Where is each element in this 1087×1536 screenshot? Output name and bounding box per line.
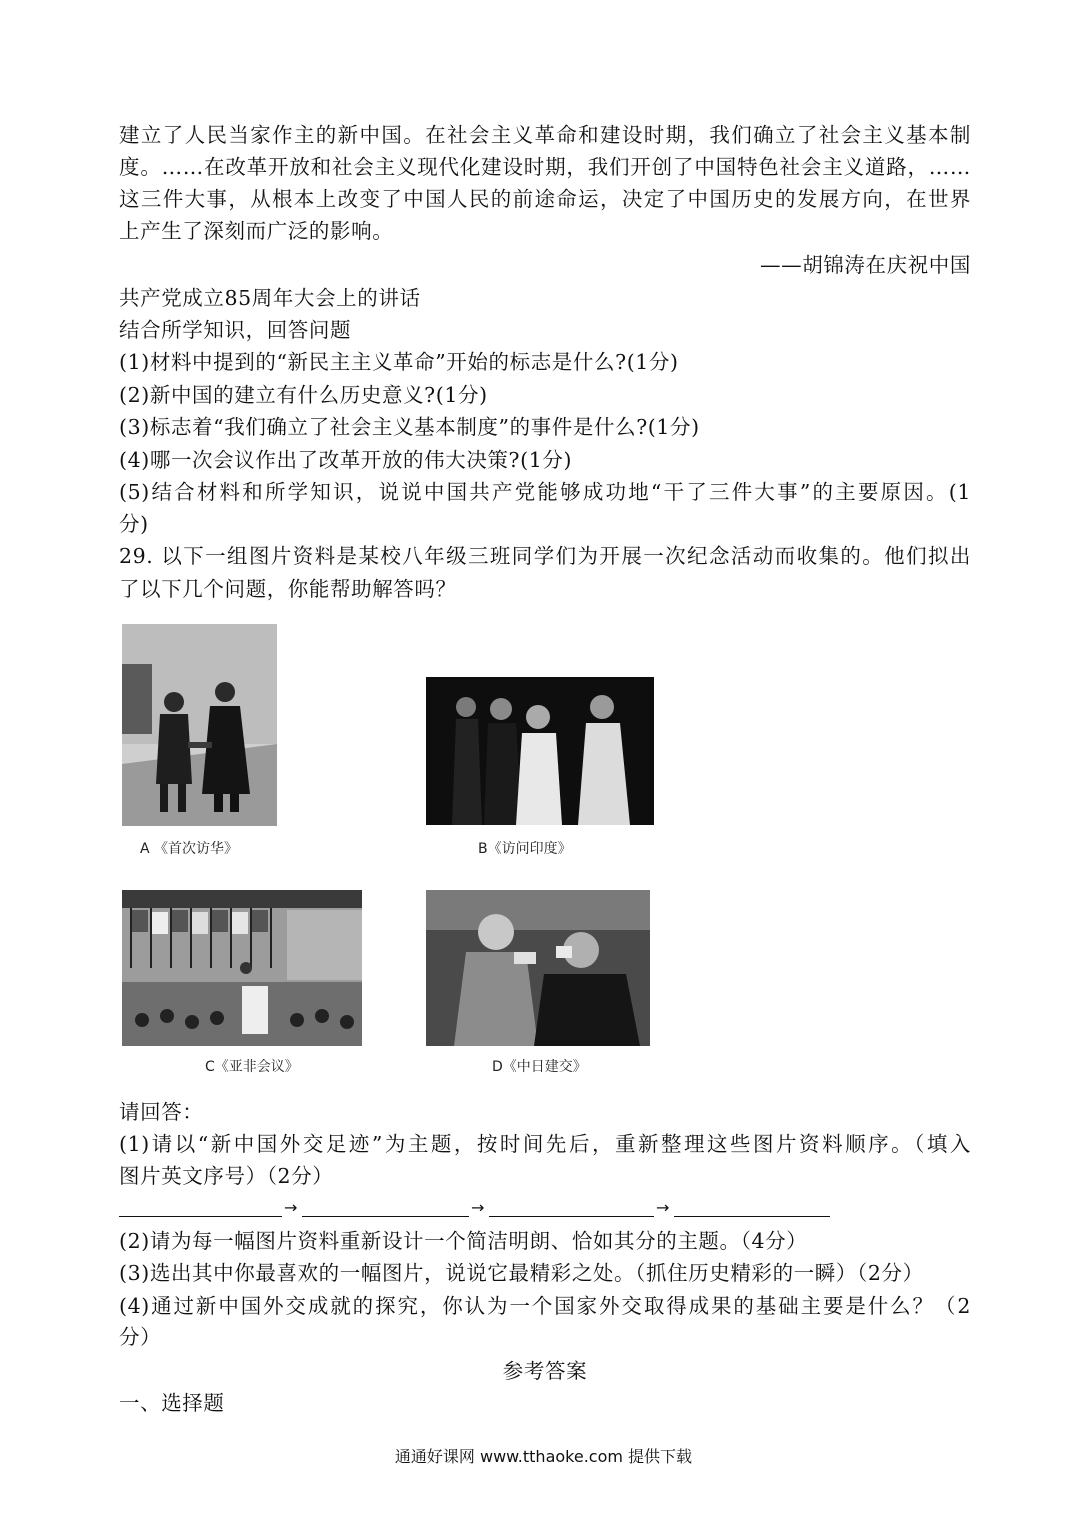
- arrow-icon: →: [284, 1198, 298, 1217]
- answer-blank-2[interactable]: [302, 1216, 469, 1217]
- q28-item-4: (4)哪一次会议作出了改革开放的伟大决策?(1分): [119, 448, 573, 472]
- q29-stem: 29. 以下一组图片资料是某校八年级三班同学们为开展一次纪念活动而收集的。他们拟出: [119, 544, 971, 568]
- q29-item-4: (4)通过新中国外交成就的探究，你认为一个国家外交取得成果的基础主要是什么？（2: [119, 1294, 971, 1318]
- q28-instruction: 结合所学知识，回答问题: [119, 318, 352, 342]
- q28-item-5: (5)结合材料和所学知识，说说中国共产党能够成功地“干了三件大事”的主要原因。(1: [119, 480, 971, 504]
- q28-item-3: (3)标志着“我们确立了社会主义基本制度”的事件是什么?(1分): [119, 415, 700, 439]
- photo-d: [426, 890, 650, 1046]
- arrow-icon: →: [471, 1198, 485, 1217]
- material-line-4: 上产生了深刻而广泛的影响。: [119, 219, 394, 243]
- q29-item-3: (3)选出其中你最喜欢的一幅图片，说说它最精彩之处。（抓住历史精彩的一瞬）（2分）: [119, 1261, 924, 1285]
- answers-heading: 参考答案: [502, 1359, 588, 1383]
- material-line-3: 这三件大事，从根本上改变了中国人民的前途命运，决定了中国历史的发展方向，在世界: [119, 187, 971, 211]
- material-source: ——胡锦涛在庆祝中国: [760, 253, 971, 277]
- arrow-icon: →: [656, 1198, 670, 1217]
- q29-item-2: (2)请为每一幅图片资料重新设计一个简洁明朗、恰如其分的主题。（4分）: [119, 1229, 808, 1253]
- material-line-2: 度。……在改革开放和社会主义现代化建设时期，我们开创了中国特色社会主义道路，……: [119, 155, 971, 179]
- q28-item-1: (1)材料中提到的“新民主主义革命”开始的标志是什么?(1分): [119, 350, 679, 374]
- page-footer: 通通好课网 www.tthaoke.com 提供下载: [394, 1447, 693, 1466]
- material-line-1: 建立了人民当家作主的新中国。在社会主义革命和建设时期，我们确立了社会主义基本制: [119, 123, 971, 147]
- q29-item-1: (1)请以“新中国外交足迹”为主题，按时间先后，重新整理这些图片资料顺序。（填入: [119, 1132, 971, 1156]
- q29-item-1-cont: 图片英文序号）（2分）: [119, 1164, 334, 1188]
- caption-a: A 《首次访华》: [140, 841, 239, 857]
- caption-d: D《中日建交》: [492, 1059, 587, 1075]
- photo-b: [426, 677, 654, 825]
- caption-c: C《亚非会议》: [205, 1059, 299, 1075]
- answers-section-1: 一、选择题: [119, 1391, 225, 1415]
- q29-answer-prompt: 请回答：: [119, 1100, 204, 1124]
- q28-item-5-cont: 分): [119, 512, 149, 536]
- answer-blank-3[interactable]: [489, 1216, 654, 1217]
- photo-a: [122, 624, 277, 826]
- q28-item-2: (2)新中国的建立有什么历史意义?(1分): [119, 383, 488, 407]
- caption-b: B《访问印度》: [478, 841, 572, 857]
- answer-blank-1[interactable]: [119, 1216, 282, 1217]
- q29-stem-cont: 了以下几个问题，你能帮助解答吗？: [119, 577, 457, 601]
- material-source-cont: 共产党成立85周年大会上的讲话: [119, 286, 421, 310]
- q29-item-4-cont: 分）: [119, 1325, 162, 1349]
- answer-blank-4[interactable]: [674, 1216, 830, 1217]
- photo-c: [122, 890, 362, 1046]
